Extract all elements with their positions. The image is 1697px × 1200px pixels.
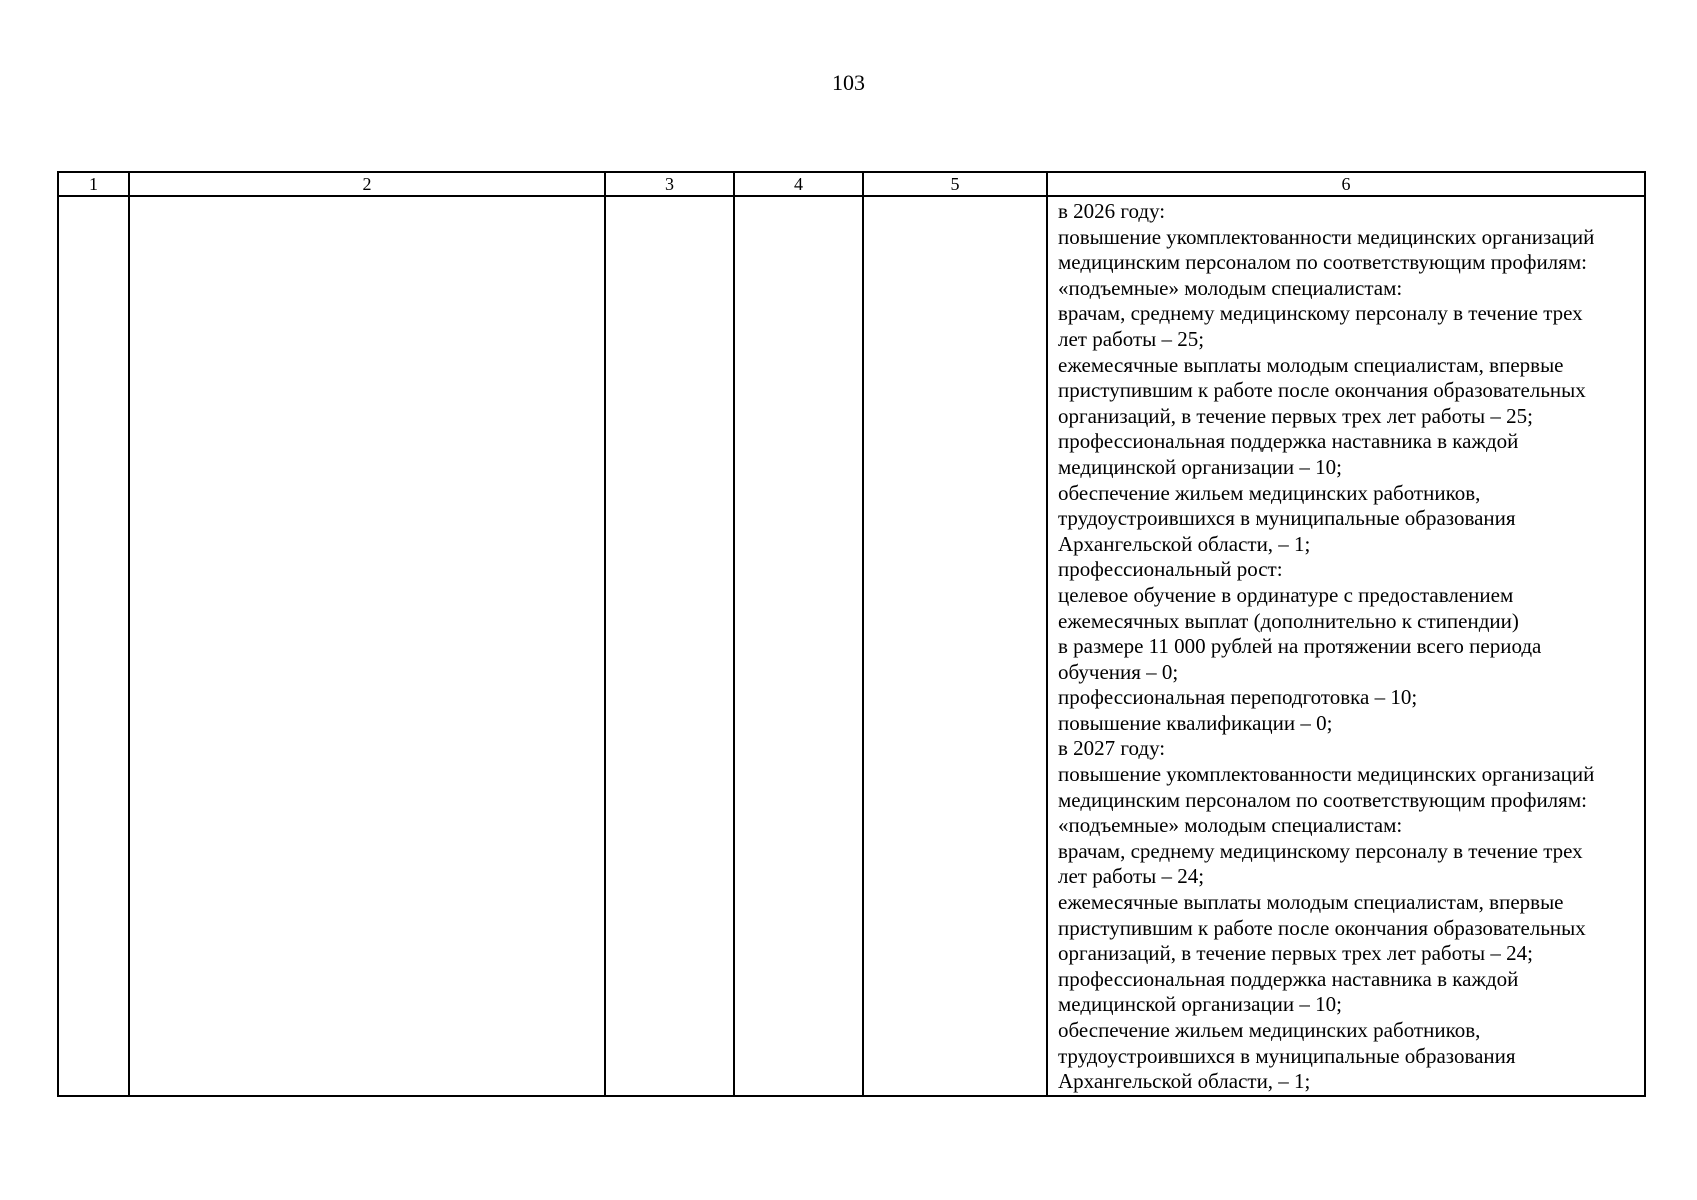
column-header-5: 5 [863, 172, 1047, 196]
text-line: организаций, в течение первых трех лет работы – 25; [1058, 403, 1533, 428]
document-table [57, 171, 1646, 1097]
text-line: «подъемные» молодым специалистам: [1058, 813, 1403, 838]
text-line: профессиональная переподготовка – 10; [1058, 685, 1418, 710]
text-line: целевое обучение в ординатуре с предоставлением [1058, 582, 1514, 607]
text-line: организаций, в течение первых трех лет работы – 24; [1058, 941, 1533, 966]
table-cell-col1 [58, 196, 129, 1096]
table-cell-col4 [734, 196, 863, 1096]
text-line: медицинской организации – 10; [1058, 992, 1342, 1017]
text-line: трудоустроившихся в муниципальные образования [1058, 506, 1516, 531]
text-line: лет работы – 25; [1058, 326, 1205, 351]
table-cell-col5 [863, 196, 1047, 1096]
text-line: в размере 11 000 рублей на протяжении всего периода [1058, 634, 1542, 659]
text-line: профессиональный рост: [1058, 557, 1283, 582]
table-row [58, 196, 1645, 1096]
text-line: повышение укомплектованности медицинских организаций [1058, 762, 1595, 787]
text-line: ежемесячные выплаты молодым специалистам, впервые [1058, 352, 1564, 377]
text-line: обеспечение жильем медицинских работников, [1058, 1018, 1481, 1042]
text-line: врачам, среднему медицинскому персоналу в течение трех [1058, 838, 1583, 863]
text-line: ежемесячные выплаты молодым специалистам, впервые [1058, 890, 1564, 915]
text-line: «подъемные» молодым специалистам: [1058, 275, 1403, 300]
text-line: в 2026 году: [1058, 199, 1166, 223]
text-line: приступившим к работе после окончания образовательных [1058, 378, 1586, 403]
table-cell-col3 [605, 196, 734, 1096]
text-line: обучения – 0; [1058, 659, 1179, 684]
text-line: обеспечение жильем медицинских работников, [1058, 480, 1481, 505]
table-cell-col2 [129, 196, 605, 1096]
column-header-3: 3 [605, 172, 734, 196]
column-header-1: 1 [58, 172, 129, 196]
column-header-4: 4 [734, 172, 863, 196]
text-line: профессиональная поддержка наставника в каждой [1058, 429, 1519, 454]
text-line: медицинским персоналом по соответствующим профилям: [1058, 250, 1587, 275]
text-line: повышение укомплектованности медицинских организаций [1058, 224, 1595, 249]
text-line: Архангельской области, – 1; [1058, 1069, 1311, 1094]
text-line: трудоустроившихся в муниципальные образования [1058, 1043, 1516, 1068]
column-header-2: 2 [129, 172, 605, 196]
page-number: 103 [832, 70, 865, 95]
column-header-6: 6 [1047, 172, 1645, 196]
text-line: медицинской организации – 10; [1058, 454, 1342, 479]
text-line: ежемесячных выплат (дополнительно к стипендии) [1058, 608, 1519, 633]
text-line: профессиональная поддержка наставника в каждой [1058, 966, 1519, 991]
table-cell-col6 [1047, 196, 1645, 1096]
text-line: лет работы – 24; [1058, 864, 1205, 889]
text-line: медицинским персоналом по соответствующим профилям: [1058, 787, 1587, 812]
column-6-text [1048, 197, 1644, 1095]
table-header-row [58, 172, 1645, 196]
text-line: в 2027 году: [1058, 736, 1166, 761]
text-line: повышение квалификации – 0; [1058, 710, 1333, 735]
text-line: Архангельской области, – 1; [1058, 531, 1311, 556]
text-line: приступившим к работе после окончания образовательных [1058, 915, 1586, 940]
text-line: врачам, среднему медицинскому персоналу в течение трех [1058, 301, 1583, 326]
